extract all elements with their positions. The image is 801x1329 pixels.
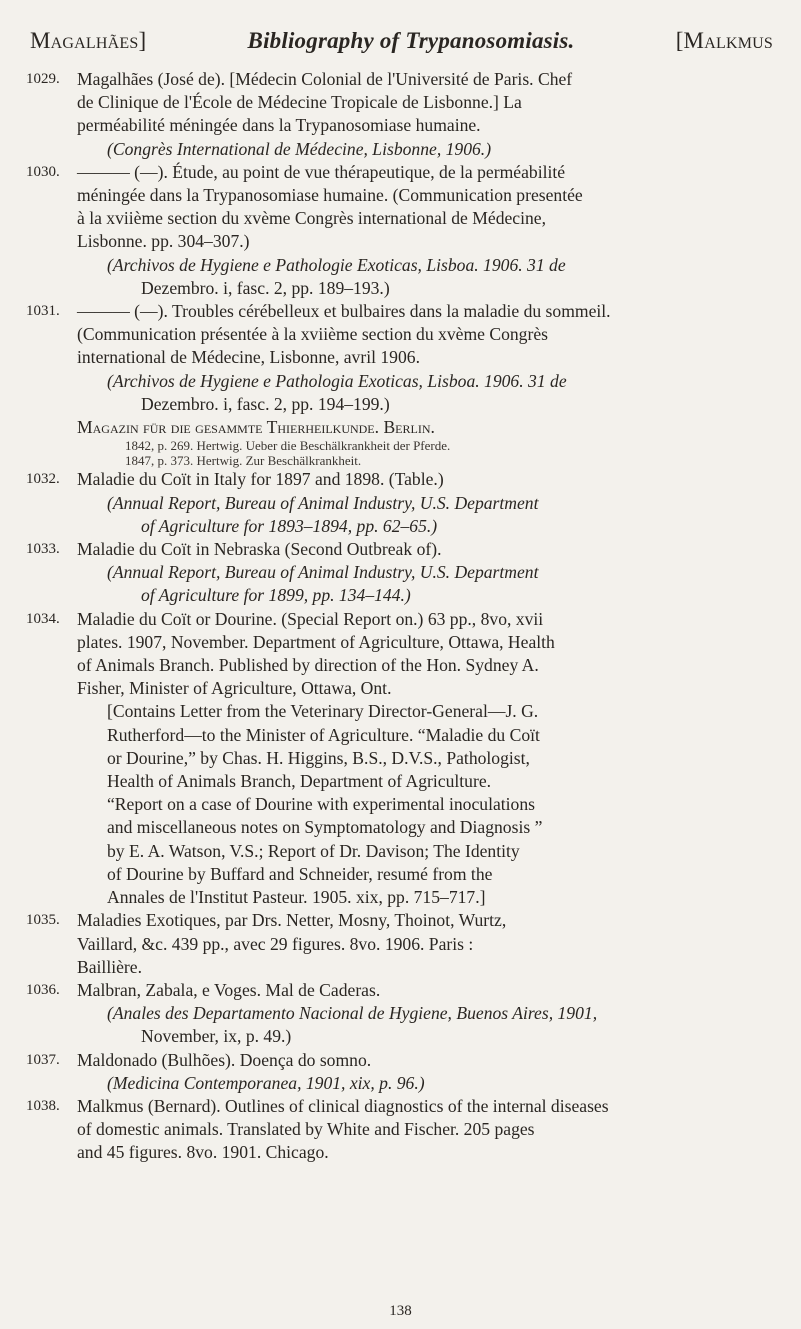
- entry-line: Magazin für die gesammte Thierheilkunde. Berlin.: [77, 417, 435, 438]
- entry-line: Vaillard, &c. 439 pp., avec 29 figures. 8vo. 1906. Paris :: [77, 933, 474, 954]
- entry-number: 1038.: [26, 1097, 60, 1114]
- entry-citation: of Agriculture for 1893–1894, pp. 62–65.): [141, 515, 438, 536]
- entry-1037: [26, 1049, 771, 1095]
- entry-number: 1036.: [26, 981, 60, 998]
- entry-line: Maladie du Coït in Italy for 1897 and 1898. (Table.): [77, 469, 444, 490]
- entry-citation: (Medicina Contemporanea, 1901, xix, p. 96.): [107, 1072, 425, 1093]
- entry-citation: (Annual Report, Bureau of Animal Industry, U.S. Department: [107, 492, 539, 513]
- entry-citation: (Annual Report, Bureau of Animal Industry, U.S. Department: [107, 562, 539, 583]
- entry-line: of domestic animals. Translated by White and Fischer. 205 pages: [77, 1119, 535, 1140]
- entry-line: perméabilité méningée dans la Trypanosomiase humaine.: [77, 115, 481, 136]
- entry-line: Dezembro. i, fasc. 2, pp. 194–199.): [141, 393, 390, 414]
- entry-1029: [26, 68, 771, 161]
- entry-citation: (Congrès International de Médecine, Lisbonne, 1906.): [107, 138, 492, 159]
- entry-line: méningée dans la Trypanosomiase humaine. (Communication presentée: [77, 185, 583, 206]
- entry-line: Fisher, Minister of Agriculture, Ottawa, Ont.: [77, 678, 392, 699]
- entry-line: plates. 1907, November. Department of Agriculture, Ottawa, Health: [77, 631, 555, 652]
- entry-1038: [26, 1095, 771, 1165]
- entry-line: Maladie du Coït or Dourine. (Special Report on.) 63 pp., 8vo, xvii: [77, 608, 544, 629]
- entry-number: 1034.: [26, 610, 60, 627]
- entry-line: and miscellaneous notes on Symptomatology and Diagnosis ”: [107, 817, 543, 838]
- entry-line: Annales de l'Institut Pasteur. 1905. xix, pp. 715–717.]: [107, 887, 486, 908]
- entry-number: 1035.: [26, 912, 60, 929]
- entry-1034: [26, 608, 771, 910]
- header-title: Bibliography of Trypanosomiasis.: [247, 28, 575, 53]
- entry-1031: [26, 300, 771, 416]
- entry-line: Rutherford—to the Minister of Agriculture. “Maladie du Coït: [107, 724, 540, 745]
- entry-line: November, ix, p. 49.): [141, 1026, 292, 1047]
- entry-citation: (Archivos de Hygiene e Pathologia Exoticas, Lisboa. 1906. 31 de: [107, 370, 567, 391]
- entry-line: à la xviième section du xvème Congrès international de Médecine,: [77, 208, 547, 229]
- entry-1036: [26, 979, 771, 1049]
- header-left: Magalhães]: [30, 28, 147, 53]
- page-number: 138: [389, 1303, 412, 1319]
- entry-line: of Dourine by Buffard and Schneider, resumé from the: [107, 863, 493, 884]
- entry-1035: [26, 909, 771, 979]
- entry-line: Malkmus (Bernard). Outlines of clinical diagnostics of the internal diseases: [77, 1095, 609, 1116]
- entry-line: or Dourine,” by Chas. H. Higgins, B.S., D.V.S., Pathologist,: [107, 747, 530, 768]
- entry-number: 1031.: [26, 303, 60, 320]
- entry-line: international de Médecine, Lisbonne, avril 1906.: [77, 347, 420, 368]
- header-right: [Malkmus: [675, 28, 773, 53]
- entry-line: ——— (—). Étude, au point de vue thérapeutique, de la perméabilité: [77, 161, 566, 182]
- entry-line: Magalhães (José de). [Médecin Colonial de l'Université de Paris. Chef: [77, 69, 573, 89]
- entry-note: 1842, p. 269. Hertwig. Ueber die Beschälkrankheit der Pferde.: [125, 438, 451, 454]
- entry-line: Malbran, Zabala, e Voges. Mal de Caderas.: [77, 979, 381, 1000]
- bibliography-entries: [26, 68, 771, 1165]
- entry-citation: (Archivos de Hygiene e Pathologie Exoticas, Lisboa. 1906. 31 de: [107, 254, 566, 275]
- entry-line: Maladie du Coït in Nebraska (Second Outbreak of).: [77, 539, 442, 560]
- entry-number: 1029.: [26, 71, 60, 87]
- entry-1030: [26, 161, 771, 300]
- entry-number: 1030.: [26, 163, 60, 180]
- entry-number: 1032.: [26, 471, 60, 488]
- entry-line: “Report on a case of Dourine with experimental inoculations: [107, 794, 535, 815]
- entry-citation: of Agriculture for 1899, pp. 134–144.): [141, 585, 411, 606]
- entry-number: 1037.: [26, 1051, 60, 1068]
- entry-line: Lisbonne. pp. 304–307.): [77, 231, 250, 252]
- entry-citation: (Anales des Departamento Nacional de Hygiene, Buenos Aires, 1901,: [107, 1003, 598, 1024]
- entry-line: Dezembro. i, fasc. 2, pp. 189–193.): [141, 277, 390, 298]
- entry-line: and 45 figures. 8vo. 1901. Chicago.: [77, 1142, 329, 1163]
- entry-1032: [26, 468, 771, 538]
- entry-line: Baillière.: [77, 956, 142, 977]
- running-header: [30, 28, 773, 54]
- entry-line: ——— (—). Troubles cérébelleux et bulbaires dans la maladie du sommeil.: [77, 301, 611, 322]
- entry-line: by E. A. Watson, V.S.; Report of Dr. Davison; The Identity: [107, 840, 520, 861]
- entry-line: [Contains Letter from the Veterinary Director-General—J. G.: [107, 701, 539, 722]
- entry-line: of Animals Branch. Published by direction of the Hon. Sydney A.: [77, 655, 539, 676]
- entry-note: 1847, p. 373. Hertwig. Zur Beschälkrankheit.: [125, 452, 362, 468]
- entry-magazin: [30, 416, 771, 468]
- entry-line: Health of Animals Branch, Department of Agriculture.: [107, 771, 492, 792]
- entry-line: (Communication présentée à la xviième section du xvème Congrès: [77, 324, 548, 345]
- entry-1033: [26, 538, 771, 608]
- entry-number: 1033.: [26, 541, 60, 558]
- entry-line: Maldonado (Bulhões). Doença do somno.: [77, 1049, 372, 1070]
- entry-line: de Clinique de l'École de Médecine Tropicale de Lisbonne.] La: [77, 92, 522, 113]
- entry-line: Maladies Exotiques, par Drs. Netter, Mosny, Thoinot, Wurtz,: [77, 910, 507, 931]
